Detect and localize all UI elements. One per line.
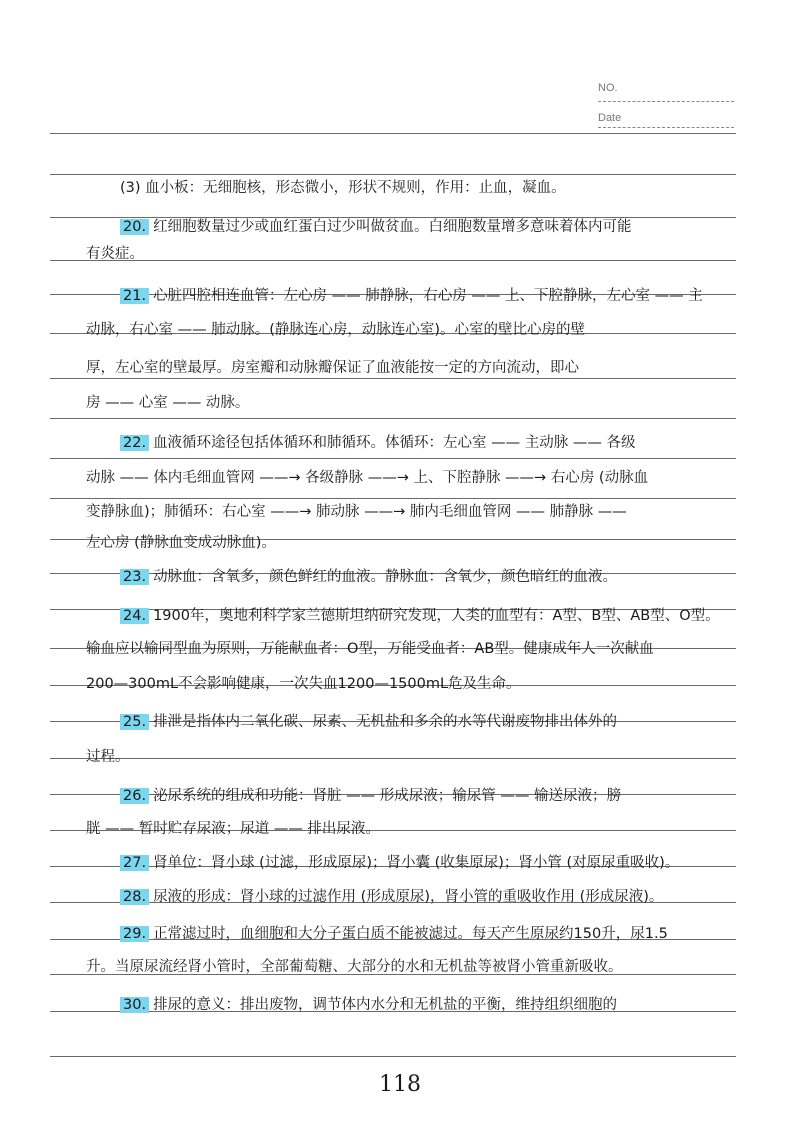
note-text: 血液循环途径包括体循环和肺循环。体循环：左心室 —— 主动脉 —— 各级 bbox=[153, 435, 636, 451]
ruled-line bbox=[50, 418, 736, 419]
note-line bbox=[86, 243, 734, 265]
note-text: 房 —— 心室 —— 动脉。 bbox=[86, 395, 250, 411]
note-line bbox=[86, 501, 734, 523]
note-line bbox=[120, 886, 734, 908]
note-text: 输血应以输同型血为原则，万能献血者：O型，万能受血者：AB型。健康成年人一次献血 bbox=[86, 641, 654, 657]
note-text: 动脉，右心室 —— 肺动脉。(静脉连心房，动脉连心室)。心室的壁比心房的壁 bbox=[86, 322, 586, 338]
note-line bbox=[86, 357, 734, 379]
note-text: 正常滤过时，血细胞和大分子蛋白质不能被滤过。每天产生原尿约150升，尿1.5 bbox=[153, 926, 668, 942]
note-text: (3) 血小板：无细胞核，形态微小，形状不规则，作用：止血，凝血。 bbox=[120, 180, 566, 196]
note-line bbox=[120, 711, 734, 733]
note-line bbox=[86, 638, 734, 660]
item-number-highlight: 30. bbox=[120, 997, 149, 1013]
item-number-highlight: 29. bbox=[120, 926, 149, 942]
item-number-highlight: 22. bbox=[120, 435, 149, 451]
note-text: 过程。 bbox=[86, 749, 130, 765]
note-line bbox=[120, 994, 734, 1016]
note-line bbox=[120, 566, 734, 588]
note-text: 动脉 —— 体内毛细血管网 ——→ 各级静脉 ——→ 上、下腔静脉 ——→ 右心房 (动脉血 bbox=[86, 470, 649, 486]
note-text: 1900年，奥地利科学家兰德斯坦纳研究发现，人类的血型有：A型、B型、AB型、O型。 bbox=[153, 608, 720, 624]
item-number-highlight: 24. bbox=[120, 608, 149, 624]
note-text: 胱 —— 暂时贮存尿液；尿道 —— 排出尿液。 bbox=[86, 821, 380, 837]
ruled-line bbox=[50, 458, 736, 459]
note-text: 心脏四腔相连血管：左心房 —— 肺静脉，右心房 —— 上、下腔静脉，左心室 —— 主 bbox=[153, 288, 703, 304]
header-no-label: NO. bbox=[598, 82, 618, 94]
note-text: 有炎症。 bbox=[86, 246, 144, 262]
note-line bbox=[86, 392, 734, 414]
item-number-highlight: 28. bbox=[120, 889, 149, 905]
note-line bbox=[120, 432, 734, 454]
note-text: 变静脉血)；肺循环：右心室 ——→ 肺动脉 ——→ 肺内毛细血管网 —— 肺静脉 —— bbox=[86, 504, 627, 520]
note-text: 动脉血：含氧多，颜色鲜红的血液。静脉血：含氧少，颜色暗红的血液。 bbox=[153, 569, 618, 585]
item-number-highlight: 20. bbox=[120, 219, 149, 235]
note-line bbox=[120, 852, 734, 874]
ruled-line bbox=[50, 133, 736, 134]
item-number-highlight: 26. bbox=[120, 788, 149, 804]
ruled-line bbox=[50, 174, 736, 175]
note-line bbox=[86, 818, 734, 840]
header-date-dash bbox=[598, 127, 734, 128]
note-line bbox=[120, 216, 734, 238]
note-text: 厚，左心室的壁最厚。房室瓣和动脉瓣保证了血液能按一定的方向流动，即心 bbox=[86, 360, 579, 376]
note-text: 肾单位：肾小球 (过滤，形成原尿)；肾小囊 (收集原尿)；肾小管 (对原尿重吸收)。 bbox=[153, 855, 680, 871]
note-text: 红细胞数量过少或血红蛋白过少叫做贫血。白细胞数量增多意味着体内可能 bbox=[153, 219, 632, 235]
note-text: 升。当原尿流经肾小管时，全部葡萄糖、大部分的水和无机盐等被肾小管重新吸收。 bbox=[86, 959, 623, 975]
note-line bbox=[86, 746, 734, 768]
note-text: 尿液的形成：肾小球的过滤作用 (形成原尿)，肾小管的重吸收作用 (形成尿液)。 bbox=[153, 889, 664, 905]
note-text: 左心房 (静脉血变成动脉血)。 bbox=[86, 535, 276, 551]
note-line bbox=[86, 956, 734, 978]
note-line bbox=[120, 177, 734, 199]
page-number: 118 bbox=[379, 1072, 421, 1097]
note-line bbox=[86, 467, 734, 489]
header-no-dash bbox=[598, 101, 734, 102]
note-line bbox=[86, 673, 734, 695]
note-text: 泌尿系统的组成和功能：肾脏 —— 形成尿液；输尿管 —— 输送尿液；膀 bbox=[153, 788, 621, 804]
item-number-highlight: 25. bbox=[120, 714, 149, 730]
note-line bbox=[120, 785, 734, 807]
ruled-line bbox=[50, 1056, 736, 1057]
note-line bbox=[86, 319, 734, 341]
item-number-highlight: 21. bbox=[120, 288, 149, 304]
note-text: 200—300mL不会影响健康，一次失血1200—1500mL危及生命。 bbox=[86, 676, 521, 692]
item-number-highlight: 23. bbox=[120, 569, 149, 585]
note-line bbox=[86, 532, 734, 554]
note-line bbox=[120, 285, 734, 307]
header-date-label: Date bbox=[598, 112, 622, 124]
note-text: 排尿的意义：排出废物，调节体内水分和无机盐的平衡，维持组织细胞的 bbox=[153, 997, 618, 1013]
note-line bbox=[120, 923, 734, 945]
ruled-line bbox=[50, 498, 736, 499]
note-line bbox=[120, 605, 734, 627]
item-number-highlight: 27. bbox=[120, 855, 149, 871]
note-text: 排泄是指体内二氧化碳、尿素、无机盐和多余的水等代谢废物排出体外的 bbox=[153, 714, 618, 730]
